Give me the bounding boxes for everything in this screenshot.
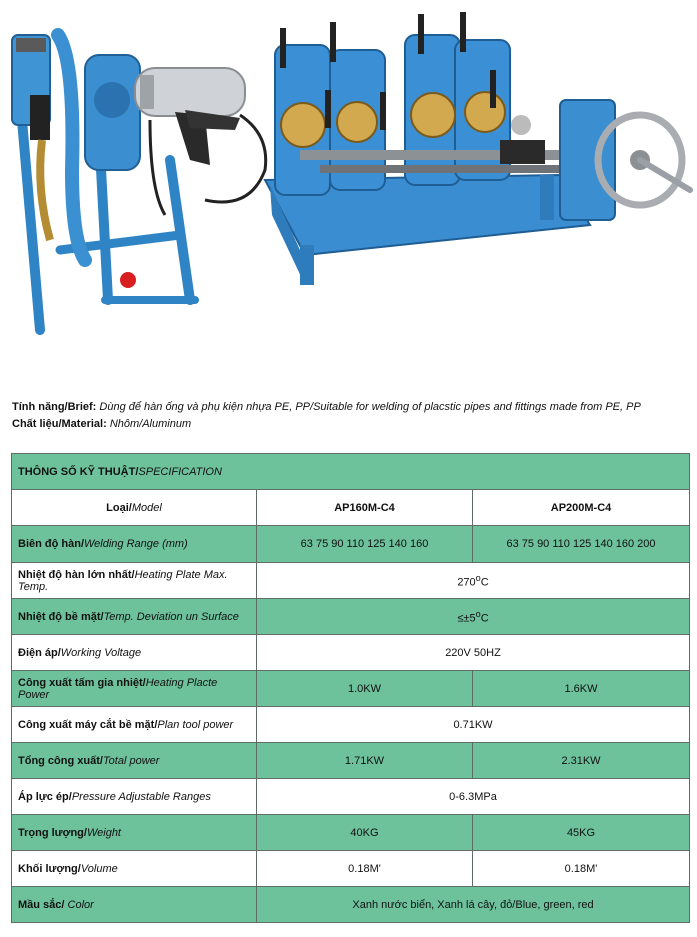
feature-label: Tính năng/Brief:: [12, 401, 97, 413]
table-row: [12, 635, 690, 671]
row-label: Điện áp/Working Voltage: [12, 635, 257, 671]
row-label: Mầu sắc/ Color: [12, 887, 257, 923]
row-value: 1.0KW: [257, 671, 473, 707]
row-value: 0-6.3MPa: [257, 779, 690, 815]
row-label: Công xuất tấm gia nhiệt/Heating Placte Power: [12, 671, 257, 707]
spec-title-row: [12, 454, 690, 490]
row-value: 270$^o$C: [257, 563, 690, 599]
model-name: AP160M-C4: [257, 490, 473, 526]
table-row: [12, 671, 690, 707]
row-label: Nhiệt độ hàn lớn nhất/Heating Plate Max. Temp.: [12, 563, 257, 599]
spec-title: THÔNG SỐ KỸ THUẬT/SPECIFICATION: [12, 454, 690, 490]
row-value: 1.71KW: [257, 743, 473, 779]
row-value: 40KG: [257, 815, 473, 851]
table-row: [12, 887, 690, 923]
table-row: [12, 779, 690, 815]
row-value: 2.31KW: [473, 743, 690, 779]
brief-section: [12, 399, 641, 433]
row-label: Nhiệt độ bề mặt/Temp. Deviation un Surface: [12, 599, 257, 635]
row-value: 0.18M': [473, 851, 690, 887]
row-label: Trọng lượng/Weight: [12, 815, 257, 851]
row-label: Tổng công xuất/Total power: [12, 743, 257, 779]
table-row: [12, 707, 690, 743]
welding-machine-illustration: [265, 12, 690, 285]
row-value: 0.71KW: [257, 707, 690, 743]
model-name: AP200M-C4: [473, 490, 690, 526]
row-value: 63 75 90 110 125 140 160 200: [473, 526, 690, 563]
row-value: Xanh nước biển, Xanh lá cây, đỏ/Blue, green, red: [257, 887, 690, 923]
feature-text: Dùng để hàn ống và phụ kiện nhựa PE, PP/Suitable for welding of placstic pipes and fittings made from PE, PP: [99, 401, 641, 413]
row-label: Công xuất máy cắt bề mặt/Plan tool power: [12, 707, 257, 743]
table-row: [12, 815, 690, 851]
model-label: Loại/Model: [12, 490, 257, 526]
row-label: Biên độ hàn/Welding Range (mm): [12, 526, 257, 563]
material-line: [12, 416, 641, 433]
row-value: $\le\pm 5^oC$: [257, 599, 690, 635]
product-image: [0, 0, 697, 380]
row-label: Khối lượng/Volume: [12, 851, 257, 887]
table-row: [12, 743, 690, 779]
row-value: 220V 50HZ: [257, 635, 690, 671]
row-value: 45KG: [473, 815, 690, 851]
row-value: 63 75 90 110 125 140 160: [257, 526, 473, 563]
table-row: [12, 526, 690, 563]
table-row: [12, 563, 690, 599]
facing-tool-illustration: [12, 35, 266, 330]
row-value: 0.18M': [257, 851, 473, 887]
table-row: [12, 851, 690, 887]
row-label: Áp lực ép/Pressure Adjustable Ranges: [12, 779, 257, 815]
model-row: [12, 490, 690, 526]
feature-line: [12, 399, 641, 416]
row-value: 1.6KW: [473, 671, 690, 707]
material-label: Chất liệu/Material:: [12, 418, 107, 430]
table-row: [12, 599, 690, 635]
spec-table: [11, 453, 690, 923]
material-text: Nhôm/Aluminum: [109, 418, 192, 430]
